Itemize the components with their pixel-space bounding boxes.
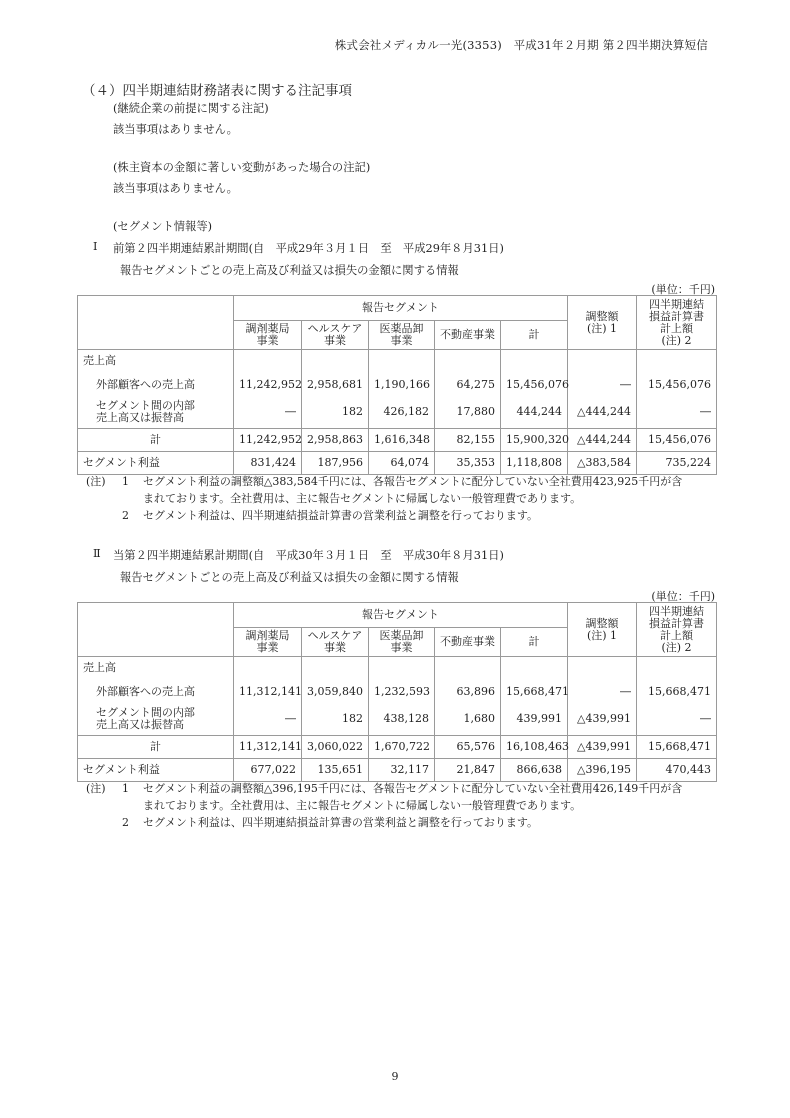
cell: 1,670,722	[369, 736, 435, 759]
row-label-external: 外部顧客への売上高	[78, 680, 234, 704]
cell: 677,022	[234, 759, 302, 782]
cell: 11,312,141	[234, 736, 302, 759]
row-label-profit: セグメント利益	[78, 759, 234, 782]
cell: 35,353	[435, 452, 501, 475]
cell: 2,958,681	[302, 373, 369, 397]
cell: ―	[234, 397, 302, 429]
period2-note1-line2: まれております。全社費用は、主に報告セグメントに帰属しない一般管理費であります。	[143, 799, 582, 812]
going-concern-heading: (継続企業の前提に関する注記)	[113, 102, 269, 115]
period2-note2-line1: セグメント利益は、四半期連結損益計算書の営業利益と調整を行っております。	[143, 816, 539, 829]
header-reported-segments: 報告セグメント	[234, 296, 568, 321]
cell: 438,128	[369, 704, 435, 736]
cell: 3,060,022	[302, 736, 369, 759]
cell: 1,680	[435, 704, 501, 736]
period2-unit: (単位：千円)	[651, 590, 715, 603]
header-realestate: 不動産事業	[435, 321, 501, 350]
cell: 1,190,166	[369, 373, 435, 397]
period1-note1-num: 1	[122, 475, 129, 488]
cell: 444,244	[501, 397, 568, 429]
header-blank-cell	[78, 296, 234, 350]
cell: 11,242,952	[234, 373, 302, 397]
period1-note2-line1: セグメント利益は、四半期連結損益計算書の営業利益と調整を行っております。	[143, 509, 539, 522]
cell: 11,312,141	[234, 680, 302, 704]
header-blank-cell	[78, 603, 234, 657]
cell: ―	[637, 704, 717, 736]
row-label-intersegment: セグメント間の内部 売上高又は振替高	[78, 397, 234, 429]
row-label-total: 計	[78, 429, 234, 452]
cell: 15,668,471	[637, 680, 717, 704]
cell: ―	[637, 397, 717, 429]
header-adjustment: 調整額 (注) 1	[568, 603, 637, 657]
cell: 63,896	[435, 680, 501, 704]
cell: 866,638	[501, 759, 568, 782]
header-total: 計	[501, 628, 568, 657]
cell: 15,456,076	[637, 429, 717, 452]
period2-subtitle: 報告セグメントごとの売上高及び利益又は損失の金額に関する情報	[120, 571, 459, 584]
header-realestate: 不動産事業	[435, 628, 501, 657]
cell: 17,880	[435, 397, 501, 429]
row-label-sales: 売上高	[78, 350, 234, 373]
cell: ―	[234, 704, 302, 736]
period1-subtitle: 報告セグメントごとの売上高及び利益又は損失の金額に関する情報	[120, 264, 459, 277]
period1-note1-line1: セグメント利益の調整額△383,584千円には、各報告セグメントに配分していない全社費用423,925千円が含	[143, 475, 683, 488]
cell: △396,195	[568, 759, 637, 782]
page-number: 9	[391, 1070, 399, 1083]
period1-segment-table	[77, 295, 717, 475]
header-adjustment: 調整額 (注) 1	[568, 296, 637, 350]
row-label-external: 外部顧客への売上高	[78, 373, 234, 397]
header-wholesale: 医薬品卸 事業	[369, 628, 435, 657]
period2-note1-line1: セグメント利益の調整額△396,195千円には、各報告セグメントに配分していない全社費用426,149千円が含	[143, 782, 683, 795]
cell: ―	[568, 680, 637, 704]
header-pharmacy: 調剤薬局 事業	[234, 321, 302, 350]
cell: 11,242,952	[234, 429, 302, 452]
header-reported-segments: 報告セグメント	[234, 603, 568, 628]
cell: 65,576	[435, 736, 501, 759]
cell: 16,108,463	[501, 736, 568, 759]
row-label-sales: 売上高	[78, 657, 234, 680]
cell: 2,958,863	[302, 429, 369, 452]
cell: 182	[302, 397, 369, 429]
equity-change-body: 該当事項はありません。	[113, 182, 238, 195]
cell: 15,456,076	[637, 373, 717, 397]
cell: 15,668,471	[637, 736, 717, 759]
cell: 187,956	[302, 452, 369, 475]
period2-numeral: Ⅱ	[93, 547, 101, 560]
header-consolidated: 四半期連結 損益計算書 計上額 (注) 2	[637, 296, 717, 350]
cell: 15,456,076	[501, 373, 568, 397]
cell: 182	[302, 704, 369, 736]
header-consolidated: 四半期連結 損益計算書 計上額 (注) 2	[637, 603, 717, 657]
row-label-intersegment: セグメント間の内部 売上高又は振替高	[78, 704, 234, 736]
cell: △444,244	[568, 429, 637, 452]
cell: 831,424	[234, 452, 302, 475]
cell: 15,668,471	[501, 680, 568, 704]
cell: ―	[568, 373, 637, 397]
header-healthcare: ヘルスケア 事業	[302, 321, 369, 350]
cell: △439,991	[568, 704, 637, 736]
page-header: 株式会社メディカル一光(3353) 平成31年２月期 第２四半期決算短信	[334, 38, 708, 52]
period2-note1-num: 1	[122, 782, 129, 795]
header-healthcare: ヘルスケア 事業	[302, 628, 369, 657]
cell: 21,847	[435, 759, 501, 782]
cell: 64,074	[369, 452, 435, 475]
period2-segment-table	[77, 602, 717, 782]
cell: 426,182	[369, 397, 435, 429]
equity-change-heading: (株主資本の金額に著しい変動があった場合の注記)	[113, 161, 371, 174]
header-pharmacy: 調剤薬局 事業	[234, 628, 302, 657]
period1-note1-line2: まれております。全社費用は、主に報告セグメントに帰属しない一般管理費であります。	[143, 492, 582, 505]
header-total: 計	[501, 321, 568, 350]
period1-unit: (単位：千円)	[651, 283, 715, 296]
cell: 135,651	[302, 759, 369, 782]
cell: 439,991	[501, 704, 568, 736]
section-title: （４）四半期連結財務諸表に関する注記事項	[82, 83, 352, 99]
segment-info-heading: (セグメント情報等)	[113, 220, 213, 233]
cell: △439,991	[568, 736, 637, 759]
cell: 1,616,348	[369, 429, 435, 452]
cell: 15,900,320	[501, 429, 568, 452]
period1-numeral: Ⅰ	[93, 240, 98, 253]
row-label-profit: セグメント利益	[78, 452, 234, 475]
period1-note2-num: 2	[122, 509, 129, 522]
period2-title: 当第２四半期連結累計期間(自 平成30年３月１日 至 平成30年８月31日)	[113, 549, 504, 562]
cell: △383,584	[568, 452, 637, 475]
period2-note-label: (注)	[86, 782, 106, 795]
period2-note2-num: 2	[122, 816, 129, 829]
cell: 735,224	[637, 452, 717, 475]
cell: 3,059,840	[302, 680, 369, 704]
header-wholesale: 医薬品卸 事業	[369, 321, 435, 350]
cell: 64,275	[435, 373, 501, 397]
row-label-total: 計	[78, 736, 234, 759]
going-concern-body: 該当事項はありません。	[113, 123, 238, 136]
cell: △444,244	[568, 397, 637, 429]
cell: 1,118,808	[501, 452, 568, 475]
period1-title: 前第２四半期連結累計期間(自 平成29年３月１日 至 平成29年８月31日)	[113, 242, 504, 255]
period1-note-label: (注)	[86, 475, 106, 488]
cell: 470,443	[637, 759, 717, 782]
cell: 82,155	[435, 429, 501, 452]
cell: 1,232,593	[369, 680, 435, 704]
cell: 32,117	[369, 759, 435, 782]
